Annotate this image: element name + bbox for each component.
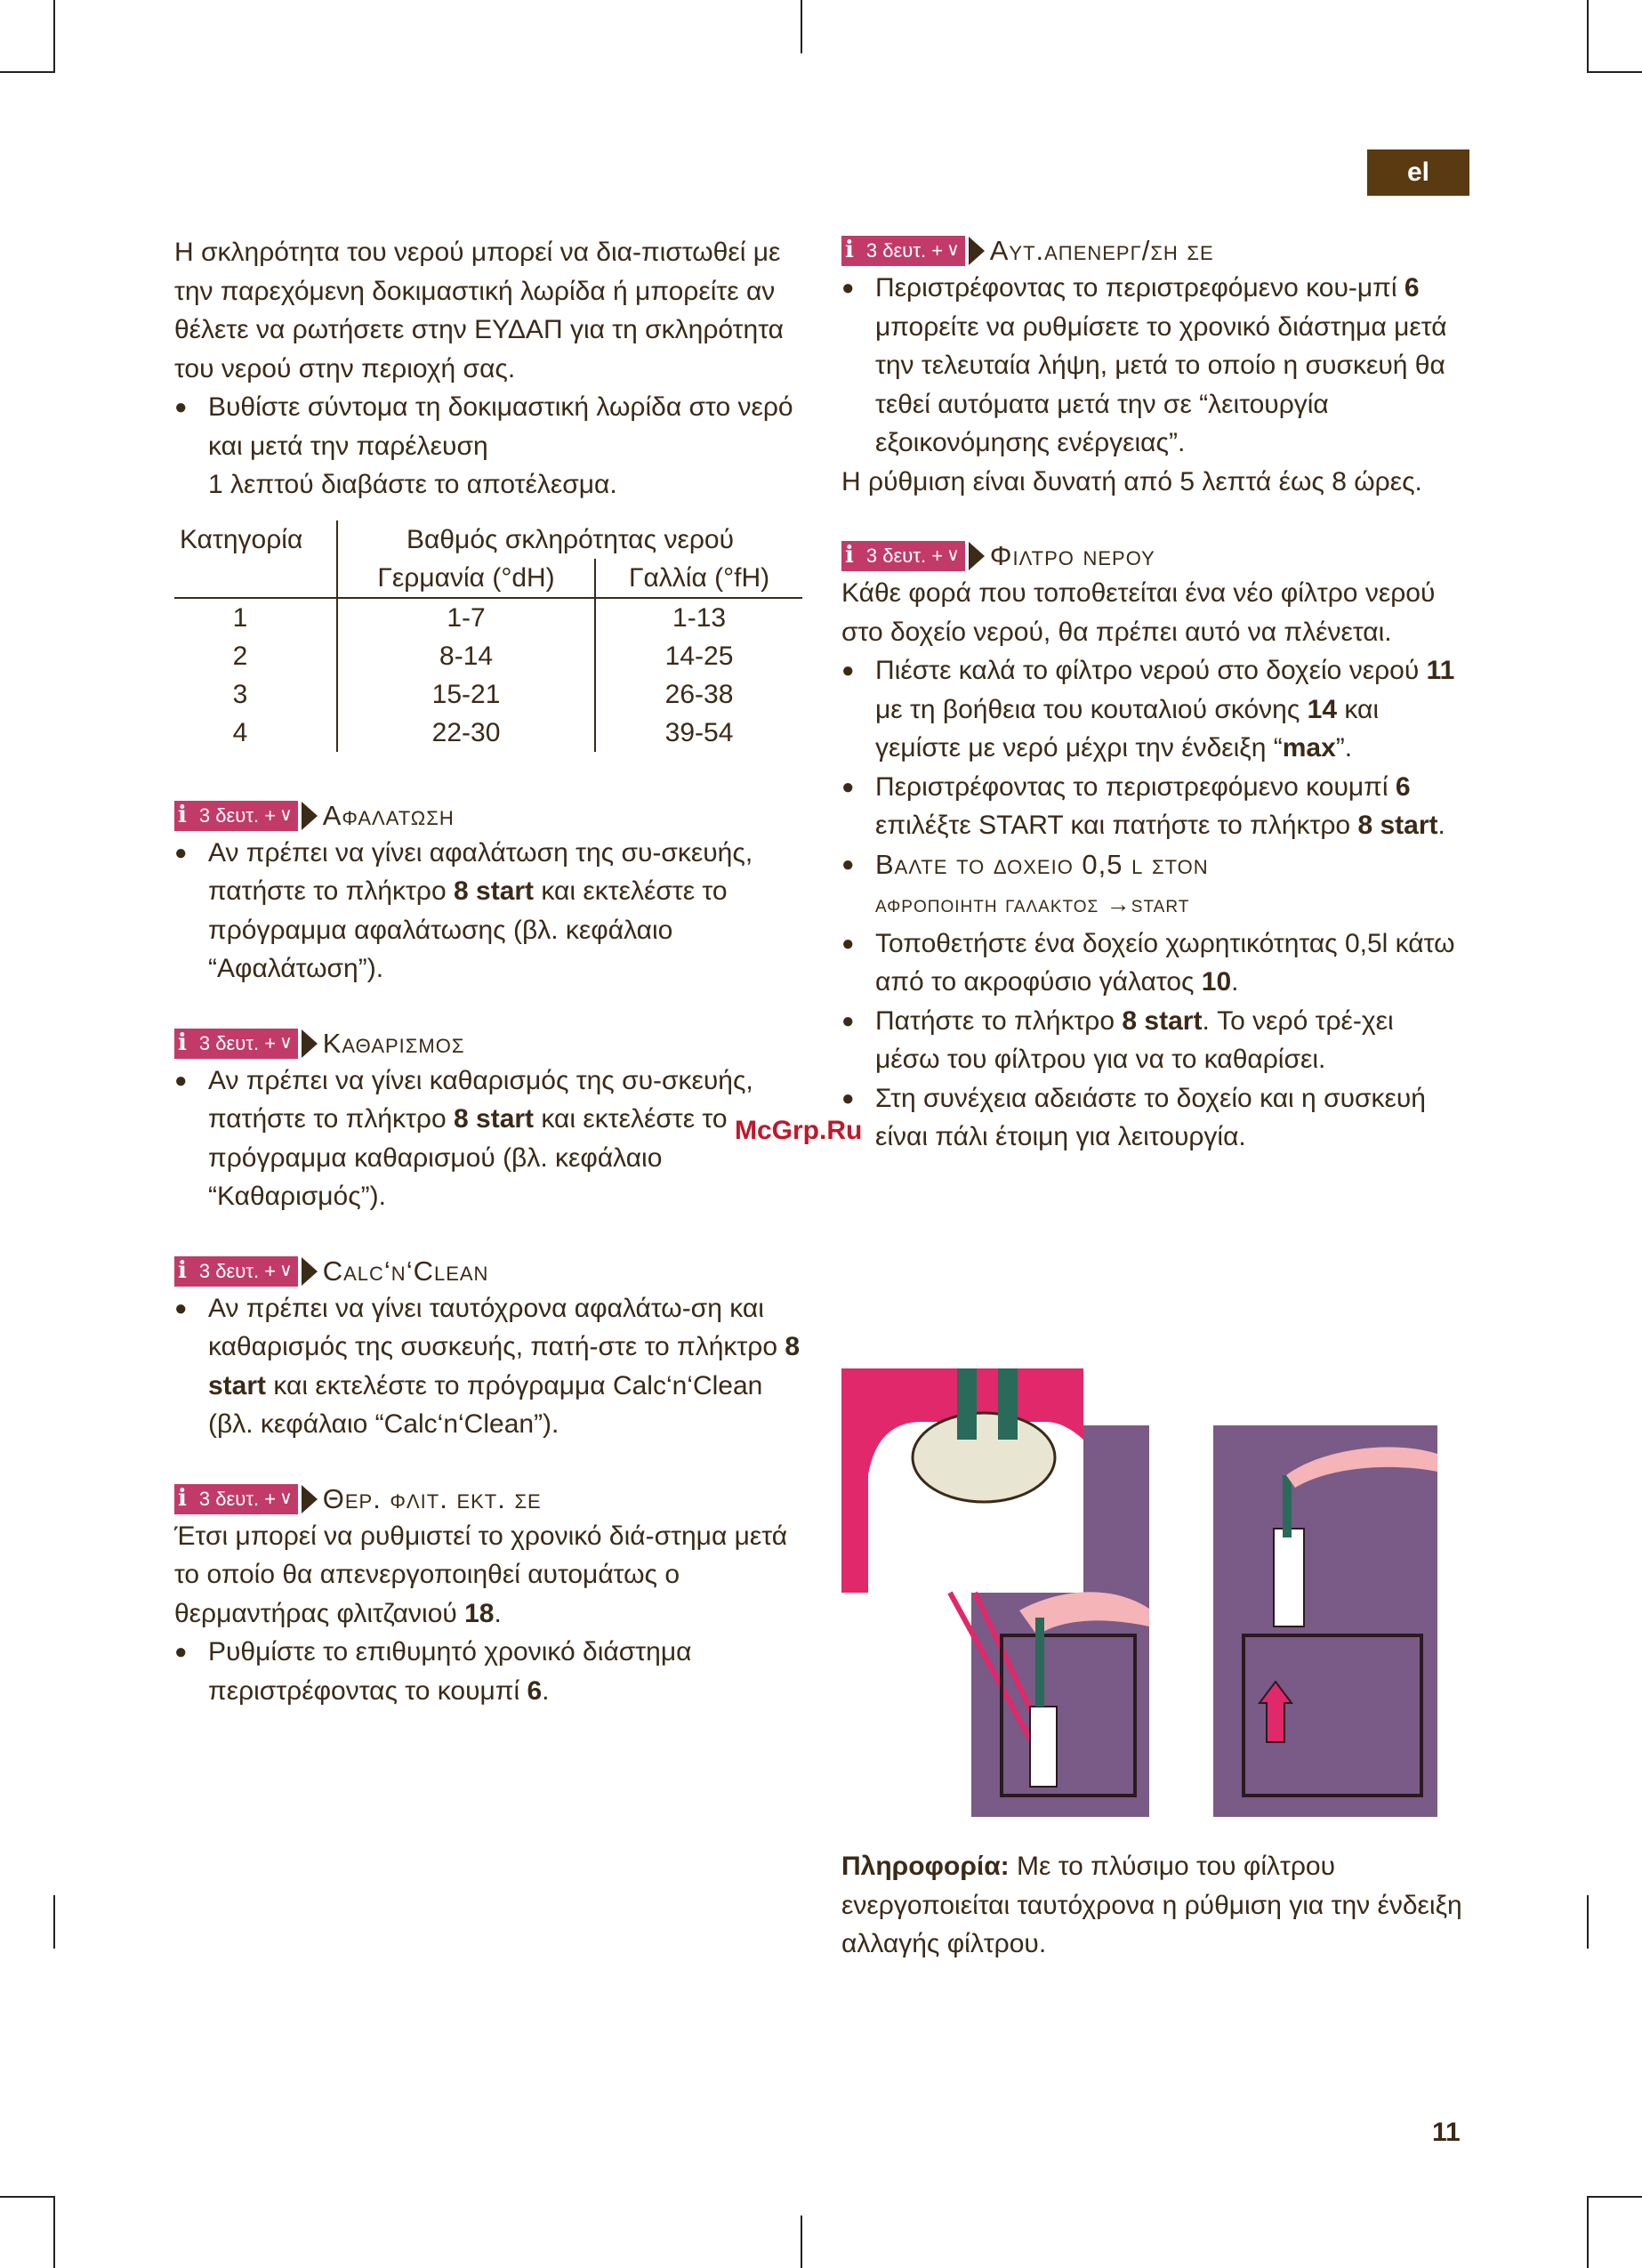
filter-cartridge — [1030, 1707, 1057, 1787]
auto-off-bullet: ● Περιστρέφοντας το περιστρεφόμενο κου-μπί 6 μπορείτε να ρυθμίσετε το χρονικό διάστημα μετά την τελευταία λήψη, μετά το οποίο η συσκευή θα τεθεί αυτόματα μετά την σε “λειτουργία εξοικονόμησης ενέργειας”. — [841, 269, 1464, 463]
crop-mark — [53, 1895, 55, 1949]
hardness-table — [174, 521, 802, 752]
filter-bullet-press-start: ● Πατήστε το πλήκτρο 8 start. Το νερό τρέ-χει μέσω του φίλτρου για να το καθαρίσει. — [841, 1002, 1464, 1079]
crop-mark — [53, 0, 55, 71]
table-header-germany: Γερμανία (°dH) — [337, 559, 595, 598]
section-header-auto-off: i 3 δευτ. + ∨ Αυτ.απενεργ/ση σε — [841, 233, 1464, 269]
test-strip-bullet: ● Βυθίστε σύντομα τη δοκιμαστική λωρίδα στο νερό και μετά την παρέλευση 1 λεπτού διαβάστε το αποτέλεσμα. — [174, 388, 806, 504]
table-row: 4 22-30 39-54 — [174, 714, 802, 752]
info-icon: i — [178, 1484, 187, 1512]
section-header-cleaning: i 3 δευτ. + ∨ Καθαρισμος — [174, 1026, 806, 1061]
arrow-right-icon — [302, 1257, 318, 1286]
spoon-handle — [998, 1368, 1018, 1440]
arrow-right-icon — [302, 1485, 318, 1513]
spoon — [1283, 1475, 1292, 1538]
intro-paragraph: Η σκληρότητα του νερού μπορεί να δια-πιστωθεί με την παρεχόμενη δοκιμαστική λωρίδα ή μπορείτε αν θέλετε να ρωτήσετε στην ΕΥΔΑΠ για τη σκληρότητα του νερού στην περιοχή σας. — [174, 238, 784, 383]
table-row: 2 8-14 14-25 — [174, 637, 802, 675]
arrow-right-icon — [302, 1029, 318, 1058]
chevron-down-icon: ∨ — [279, 1032, 293, 1053]
menu-badge: i 3 δευτ. + ∨ — [174, 1029, 298, 1059]
table-header-france: Γαλλία (°fH) — [628, 562, 770, 593]
filter-bullet-empty: ● Στη συνέχεια αδειάστε το δοχείο και η συσκευή είναι πάλι έτοιμη για λειτουργία. — [841, 1079, 1464, 1157]
chevron-down-icon: ∨ — [946, 240, 960, 261]
chevron-down-icon: ∨ — [279, 1488, 293, 1508]
arrow-right-icon — [302, 802, 318, 830]
filter-illustration — [841, 1368, 1437, 1817]
filter-bullet-select-start: ● Περιστρέφοντας το περιστρεφόμενο κουμπί 6 επιλέξτε START και πατήστε το πλήκτρο 8 start. — [841, 768, 1464, 845]
spoon-handle — [957, 1368, 977, 1440]
cup-heater-paragraph: Έτσι μπορεί να ρυθμιστεί το χρονικό διά-στημα μετά το οποίο θα απενεργοποιηθεί αυτομάτως ο θερμαντήρας φλιτζανιού 18. — [174, 1521, 788, 1628]
filter-bullet-display-message: ● Βαλτε το δοχειο 0,5 l στον αφροποιητη γαλακτος →start — [841, 845, 1464, 924]
table-header-hardness: Βαθμός σκληρότητας νερού — [406, 524, 734, 554]
panel-right-bg — [1213, 1425, 1437, 1817]
crop-mark — [0, 2196, 55, 2198]
table-row: 1 1-7 1-13 — [174, 598, 802, 637]
cup-heater-bullet: ● Ρυθμίστε το επιθυμητό χρονικό διάστημα περιστρέφοντας το κουμπί 6. — [174, 1633, 806, 1710]
language-badge: el — [1367, 149, 1469, 196]
spoon — [1035, 1618, 1044, 1707]
filter-top — [913, 1413, 1055, 1502]
crop-mark — [1587, 0, 1589, 71]
left-column — [174, 233, 806, 1710]
crop-mark — [1587, 2197, 1589, 2268]
menu-badge: i 3 δευτ. + ∨ — [174, 1256, 298, 1287]
cleaning-bullet: ● Αν πρέπει να γίνει καθαρισμός της συ-σκευής, πατήστε το πλήκτρο 8 start και εκτελέστε το πρόγραμμα καθαρισμού (βλ. κεφάλαιο “Καθαρισμός”). — [174, 1061, 806, 1216]
crop-mark — [1587, 1895, 1589, 1949]
chevron-down-icon: ∨ — [279, 1260, 293, 1280]
filter-illustration-svg — [841, 1368, 1437, 1817]
crop-mark — [1587, 71, 1642, 73]
info-icon: i — [178, 1029, 187, 1056]
chevron-down-icon: ∨ — [279, 804, 293, 825]
filter-cartridge — [1274, 1529, 1304, 1626]
section-header-calc-n-clean: i 3 δευτ. + ∨ Calc‘n‘Clean — [174, 1254, 806, 1289]
info-note: Πληροφορία: Με το πλύσιμο του φίλτρου ενεργοποιείται ταυτόχρονα η ρύθμιση για την ένδειξη αλλαγής φίλτρου. — [841, 1852, 1462, 1958]
section-header-descaling: i 3 δευτ. + ∨ Αφαλατωση — [174, 798, 806, 834]
arrow-right-icon — [969, 542, 985, 570]
info-icon: i — [178, 1256, 187, 1284]
info-icon: i — [178, 801, 187, 828]
arrow-right-icon — [969, 237, 985, 265]
auto-off-range: Η ρύθμιση είναι δυνατή από 5 λεπτά έως 8 ώρες. — [841, 466, 1422, 496]
info-icon: i — [845, 542, 854, 569]
menu-badge: i 3 δευτ. + ∨ — [174, 1484, 298, 1514]
menu-badge: i 3 δευτ. + ∨ — [841, 236, 965, 266]
water-filter-paragraph: Κάθε φορά που τοποθετείται ένα νέο φίλτρο νερού στο δοχείο νερού, θα πρέπει αυτό να πλένεται. — [841, 578, 1436, 647]
filter-bullet-container: ● Τοποθετήστε ένα δοχείο χωρητικότητας 0,5l κάτω από το ακροφύσιο γάλατος 10. — [841, 924, 1464, 1002]
calc-n-clean-bullet: ● Αν πρέπει να γίνει ταυτόχρονα αφαλάτω-ση και καθαρισμός της συσκευής, πατή-στε το πλήκτρο 8 start και εκτελέστε το πρόγραμμα Calc‘n‘Clean (βλ. κεφάλαιο “Calc‘n‘Clean”). — [174, 1289, 806, 1444]
chevron-down-icon: ∨ — [946, 545, 960, 566]
watermark: McGrp.Ru — [735, 1116, 863, 1145]
right-column — [841, 233, 1464, 1157]
crop-mark — [801, 0, 802, 53]
table-row: 3 15-21 26-38 — [174, 675, 802, 714]
crop-mark — [0, 71, 55, 73]
page-number: 11 — [1432, 2118, 1461, 2147]
filter-bullet-press: ● Πιέστε καλά το φίλτρο νερού στο δοχείο νερού 11 με τη βοήθεια του κουταλιού σκόνης 14 και γεμίστε με νερό μέχρι την ένδειξη “max”. — [841, 651, 1464, 768]
info-icon: i — [845, 237, 854, 264]
descaling-bullet: ● Αν πρέπει να γίνει αφαλάτωση της συ-σκευής, πατήστε το πλήκτρο 8 start και εκτελέστε το πρόγραμμα αφαλάτωσης (βλ. κεφάλαιο “Αφαλάτωση”). — [174, 834, 806, 989]
table-header-category: Κατηγορία — [174, 521, 337, 598]
menu-badge: i 3 δευτ. + ∨ — [841, 541, 965, 571]
section-header-cup-heater: i 3 δευτ. + ∨ Θερ. φλιτ. εκτ. σε — [174, 1481, 806, 1517]
crop-mark — [53, 2197, 55, 2268]
section-header-water-filter: i 3 δευτ. + ∨ Φιλτρο νερου — [841, 538, 1464, 574]
menu-badge: i 3 δευτ. + ∨ — [174, 801, 298, 831]
crop-mark — [1587, 2196, 1642, 2198]
crop-mark — [801, 2216, 802, 2268]
